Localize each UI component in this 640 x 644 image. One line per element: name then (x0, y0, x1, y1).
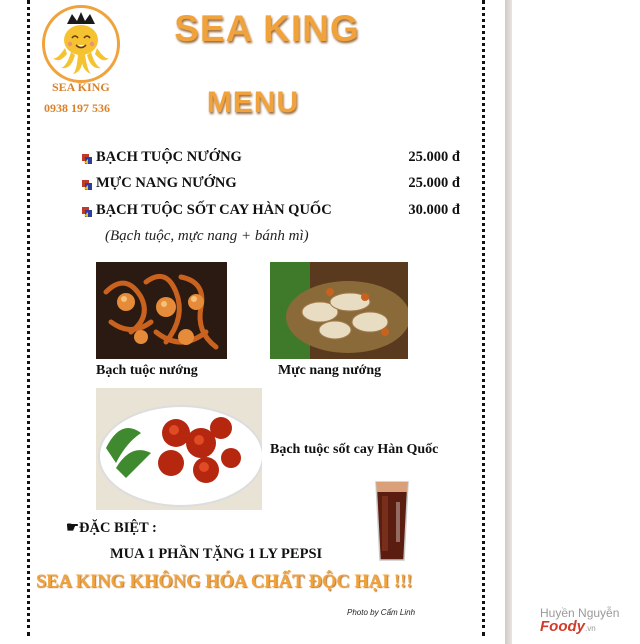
menu-item-price: 30.000 đ (408, 202, 460, 218)
caption-grilled-cuttlefish: Mực nang nướng (278, 363, 382, 378)
left-dotted-border (27, 0, 30, 636)
menu-item-price: 25.000 đ (408, 175, 460, 191)
logo-title: SEA KING (52, 80, 110, 94)
menu-item-price: 25.000 đ (408, 149, 460, 165)
watermark-site-name: Foody (540, 618, 585, 635)
menu-item-grilled-octopus (80, 149, 460, 169)
phone-number: 0938 197 536 (44, 101, 110, 115)
menu-item-grilled-cuttlefish (80, 175, 460, 195)
special-label (66, 520, 157, 537)
caption-grilled-octopus: Bạch tuộc nướng (96, 363, 198, 378)
page-edge-shadow (505, 0, 512, 644)
menu-item-name: BẠCH TUỘC NƯỚNG (96, 149, 242, 165)
headline: SEA KING (174, 8, 360, 49)
caption-spicy-octopus: Bạch tuộc sốt cay Hàn Quốc (270, 442, 439, 457)
logo (42, 5, 120, 83)
arrow-bullet-icon (80, 152, 94, 166)
hand-pointer-icon: ☛ (66, 520, 79, 536)
menu-title: MENU (206, 86, 300, 119)
photo-grilled-octopus (96, 262, 227, 359)
special-label-text: ĐẶC BIỆT : (79, 520, 157, 536)
photo-spicy-octopus (96, 388, 262, 510)
menu-item-spicy-octopus (80, 202, 460, 222)
menu-item-name: BẠCH TUỘC SỐT CAY HÀN QUỐC (96, 202, 332, 218)
photo-credit: Photo by Cẩm Linh (347, 608, 416, 617)
slogan: SEA KING KHÔNG HÓA CHẤT ĐỘC HẠI !!! (36, 572, 413, 592)
watermark-site-suffix: .vn (585, 624, 596, 633)
arrow-bullet-icon (80, 205, 94, 219)
watermark-user: Huyền Nguyễn (540, 606, 620, 620)
right-dotted-border (482, 0, 485, 636)
menu-item-name: MỰC NANG NƯỚNG (96, 175, 237, 191)
menu-note: (Bạch tuộc, mực nang + bánh mì) (105, 228, 309, 244)
arrow-bullet-icon (80, 178, 94, 192)
watermark-site (540, 618, 596, 635)
pepsi-glass-icon (370, 474, 414, 566)
photo-grilled-cuttlefish (270, 262, 408, 359)
octopus-king-logo (45, 8, 117, 80)
special-offer: MUA 1 PHẦN TẶNG 1 LY PEPSI (110, 546, 323, 562)
